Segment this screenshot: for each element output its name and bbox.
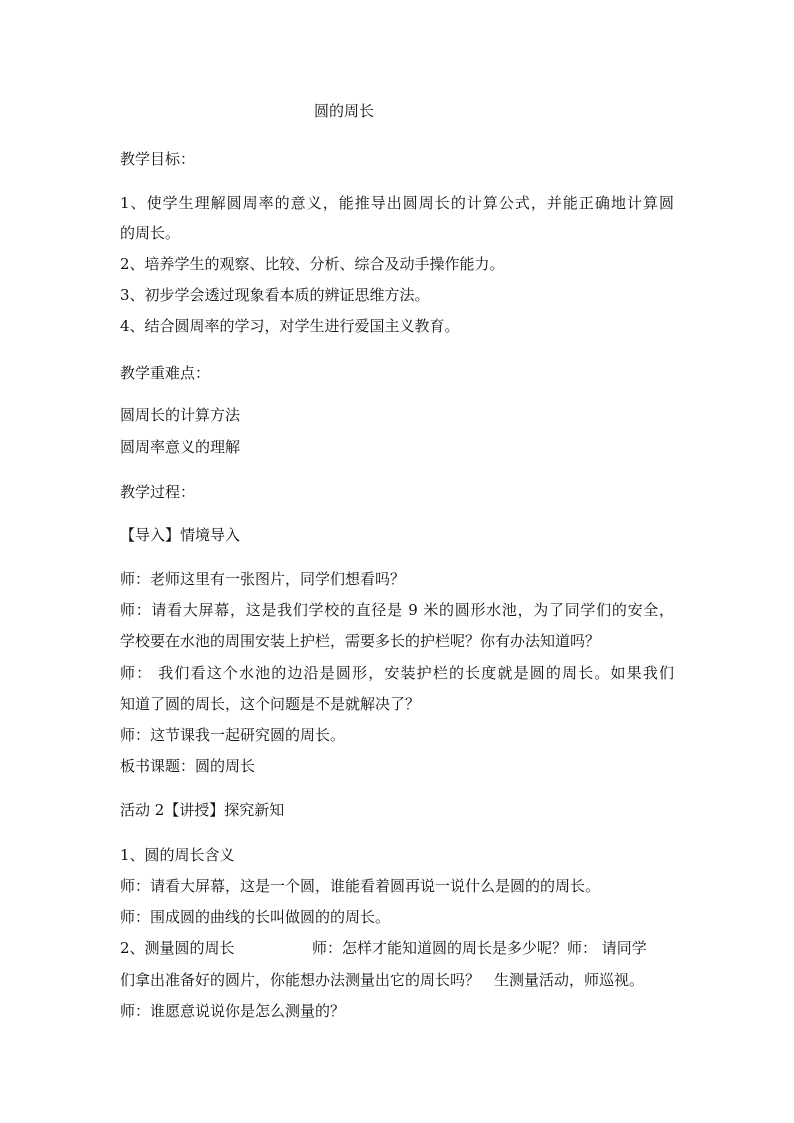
activity-1-line: 学校要在水池的周围安装上护栏，需要多长的护栏呢？你有办法知道吗？ <box>120 632 601 650</box>
objective-line: 的周长。 <box>120 224 181 242</box>
measure-last-line: 师：谁愿意说说你是怎么测量的？ <box>120 1002 346 1020</box>
measure-text-part-b: 生测量活动，师巡视。 <box>494 971 645 989</box>
objective-line: 2、培养学生的观察、比较、分析、综合及动手操作能力。 <box>120 255 505 273</box>
activity-1-heading: 【导入】情境导入 <box>120 526 241 544</box>
objective-line: 3、初步学会透过现象看本质的辨证思维方法。 <box>120 286 430 304</box>
measure-text: 师：怎样才能知道圆的周长是多少呢？师： 请同学 <box>312 939 647 957</box>
measure-text-part-a: 们拿出准备好的圆片，你能想办法测量出它的周长吗？ <box>120 971 481 989</box>
activity-1-line: 师：老师这里有一张图片，同学们想看吗？ <box>120 570 406 588</box>
difficulties-heading: 教学重难点： <box>120 364 211 382</box>
meaning-line: 师：请看大屏幕，这是一个圆，谁能看着圆再说一说什么是圆的的周长。 <box>120 877 601 895</box>
measure-row-2 <box>120 970 644 990</box>
activity-1-line: 板书课题：圆的周长 <box>120 757 256 775</box>
document-title: 圆的周长 <box>314 102 375 120</box>
meaning-line: 师：围成圆的曲线的长叫做圆的的周长。 <box>120 908 391 926</box>
meaning-heading: 1、圆的周长含义 <box>120 846 235 864</box>
measure-row <box>120 938 647 958</box>
difficulty-item: 圆周长的计算方法 <box>120 406 241 424</box>
activity-1-line: 知道了圆的周长，这个问题是不是就解决了？ <box>120 695 421 713</box>
measure-label: 2、测量圆的周长 <box>120 939 235 957</box>
objectives-heading: 教学目标： <box>120 150 196 168</box>
objective-line: 1、使学生理解圆周率的意义，能推导出圆周长的计算公式，并能正确地计算圆 <box>120 194 674 212</box>
objective-line: 4、结合圆周率的学习，对学生进行爱国主义教育。 <box>120 317 460 335</box>
activity-2-heading: 活动 2【讲授】探究新知 <box>120 801 285 819</box>
process-heading: 教学过程： <box>120 483 196 501</box>
activity-1-line: 师： 我们看这个水池的边沿是圆形，安装护栏的长度就是圆的周长。如果我们 <box>120 664 674 682</box>
activity-1-line: 师：这节课我一起研究圆的周长。 <box>120 726 346 744</box>
activity-1-line: 师：请看大屏幕，这是我们学校的直径是 9 米的圆形水池，为了同学们的安全， <box>120 601 674 619</box>
difficulty-item: 圆周率意义的理解 <box>120 438 241 456</box>
